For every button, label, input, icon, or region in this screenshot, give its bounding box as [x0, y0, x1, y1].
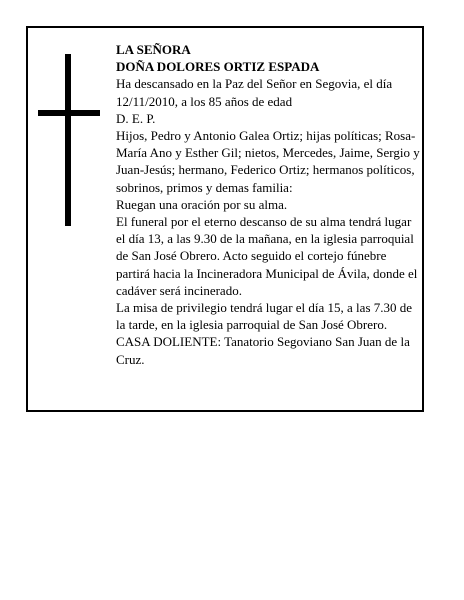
notice-title: LA SEÑORA — [116, 42, 191, 57]
cross-vertical-bar — [65, 54, 71, 226]
obituary-notice — [26, 26, 424, 412]
cross-horizontal-bar — [38, 110, 100, 116]
mourning-house: CASA DOLIENTE: Tanatorio Segoviano San Juan de la Cruz. — [116, 334, 410, 367]
mass-details: La misa de privilegio tendrá lugar el día 15, a las 7.30 de la tarde, en la iglesia parroquial de San José Obrero. — [116, 300, 413, 333]
family-list: Hijos, Pedro y Antonio Galea Ortiz; hijas políticas; Rosa-María Ano y Esther Gil; nietos, Mercedes, Jaime, Sergio y Juan-Jesús; hermano, Federico Ortiz; hermanos políticos, sobrinos, primos y demas familia: — [116, 128, 420, 195]
deceased-name: DOÑA DOLORES ORTIZ ESPADA — [116, 59, 320, 75]
rip-abbreviation: D. E. P. — [116, 110, 156, 126]
death-announcement: Ha descansado en la Paz del Señor en Segovia, el día 12/11/2010, a los 85 años de edad — [116, 76, 393, 109]
cross-icon — [38, 54, 100, 226]
prayer-request: Ruegan una oración por su alma. — [116, 196, 288, 212]
obituary-text — [116, 41, 422, 368]
funeral-details: El funeral por el eterno descanso de su alma tendrá lugar el día 13, a las 9.30 de la mañana, en la iglesia parroquial de San José Obrero. Acto seguido el cortejo fúnebre partirá hacia la Incineradora Municipal de Ávila, donde el cadáver será incinerado. — [116, 214, 418, 298]
